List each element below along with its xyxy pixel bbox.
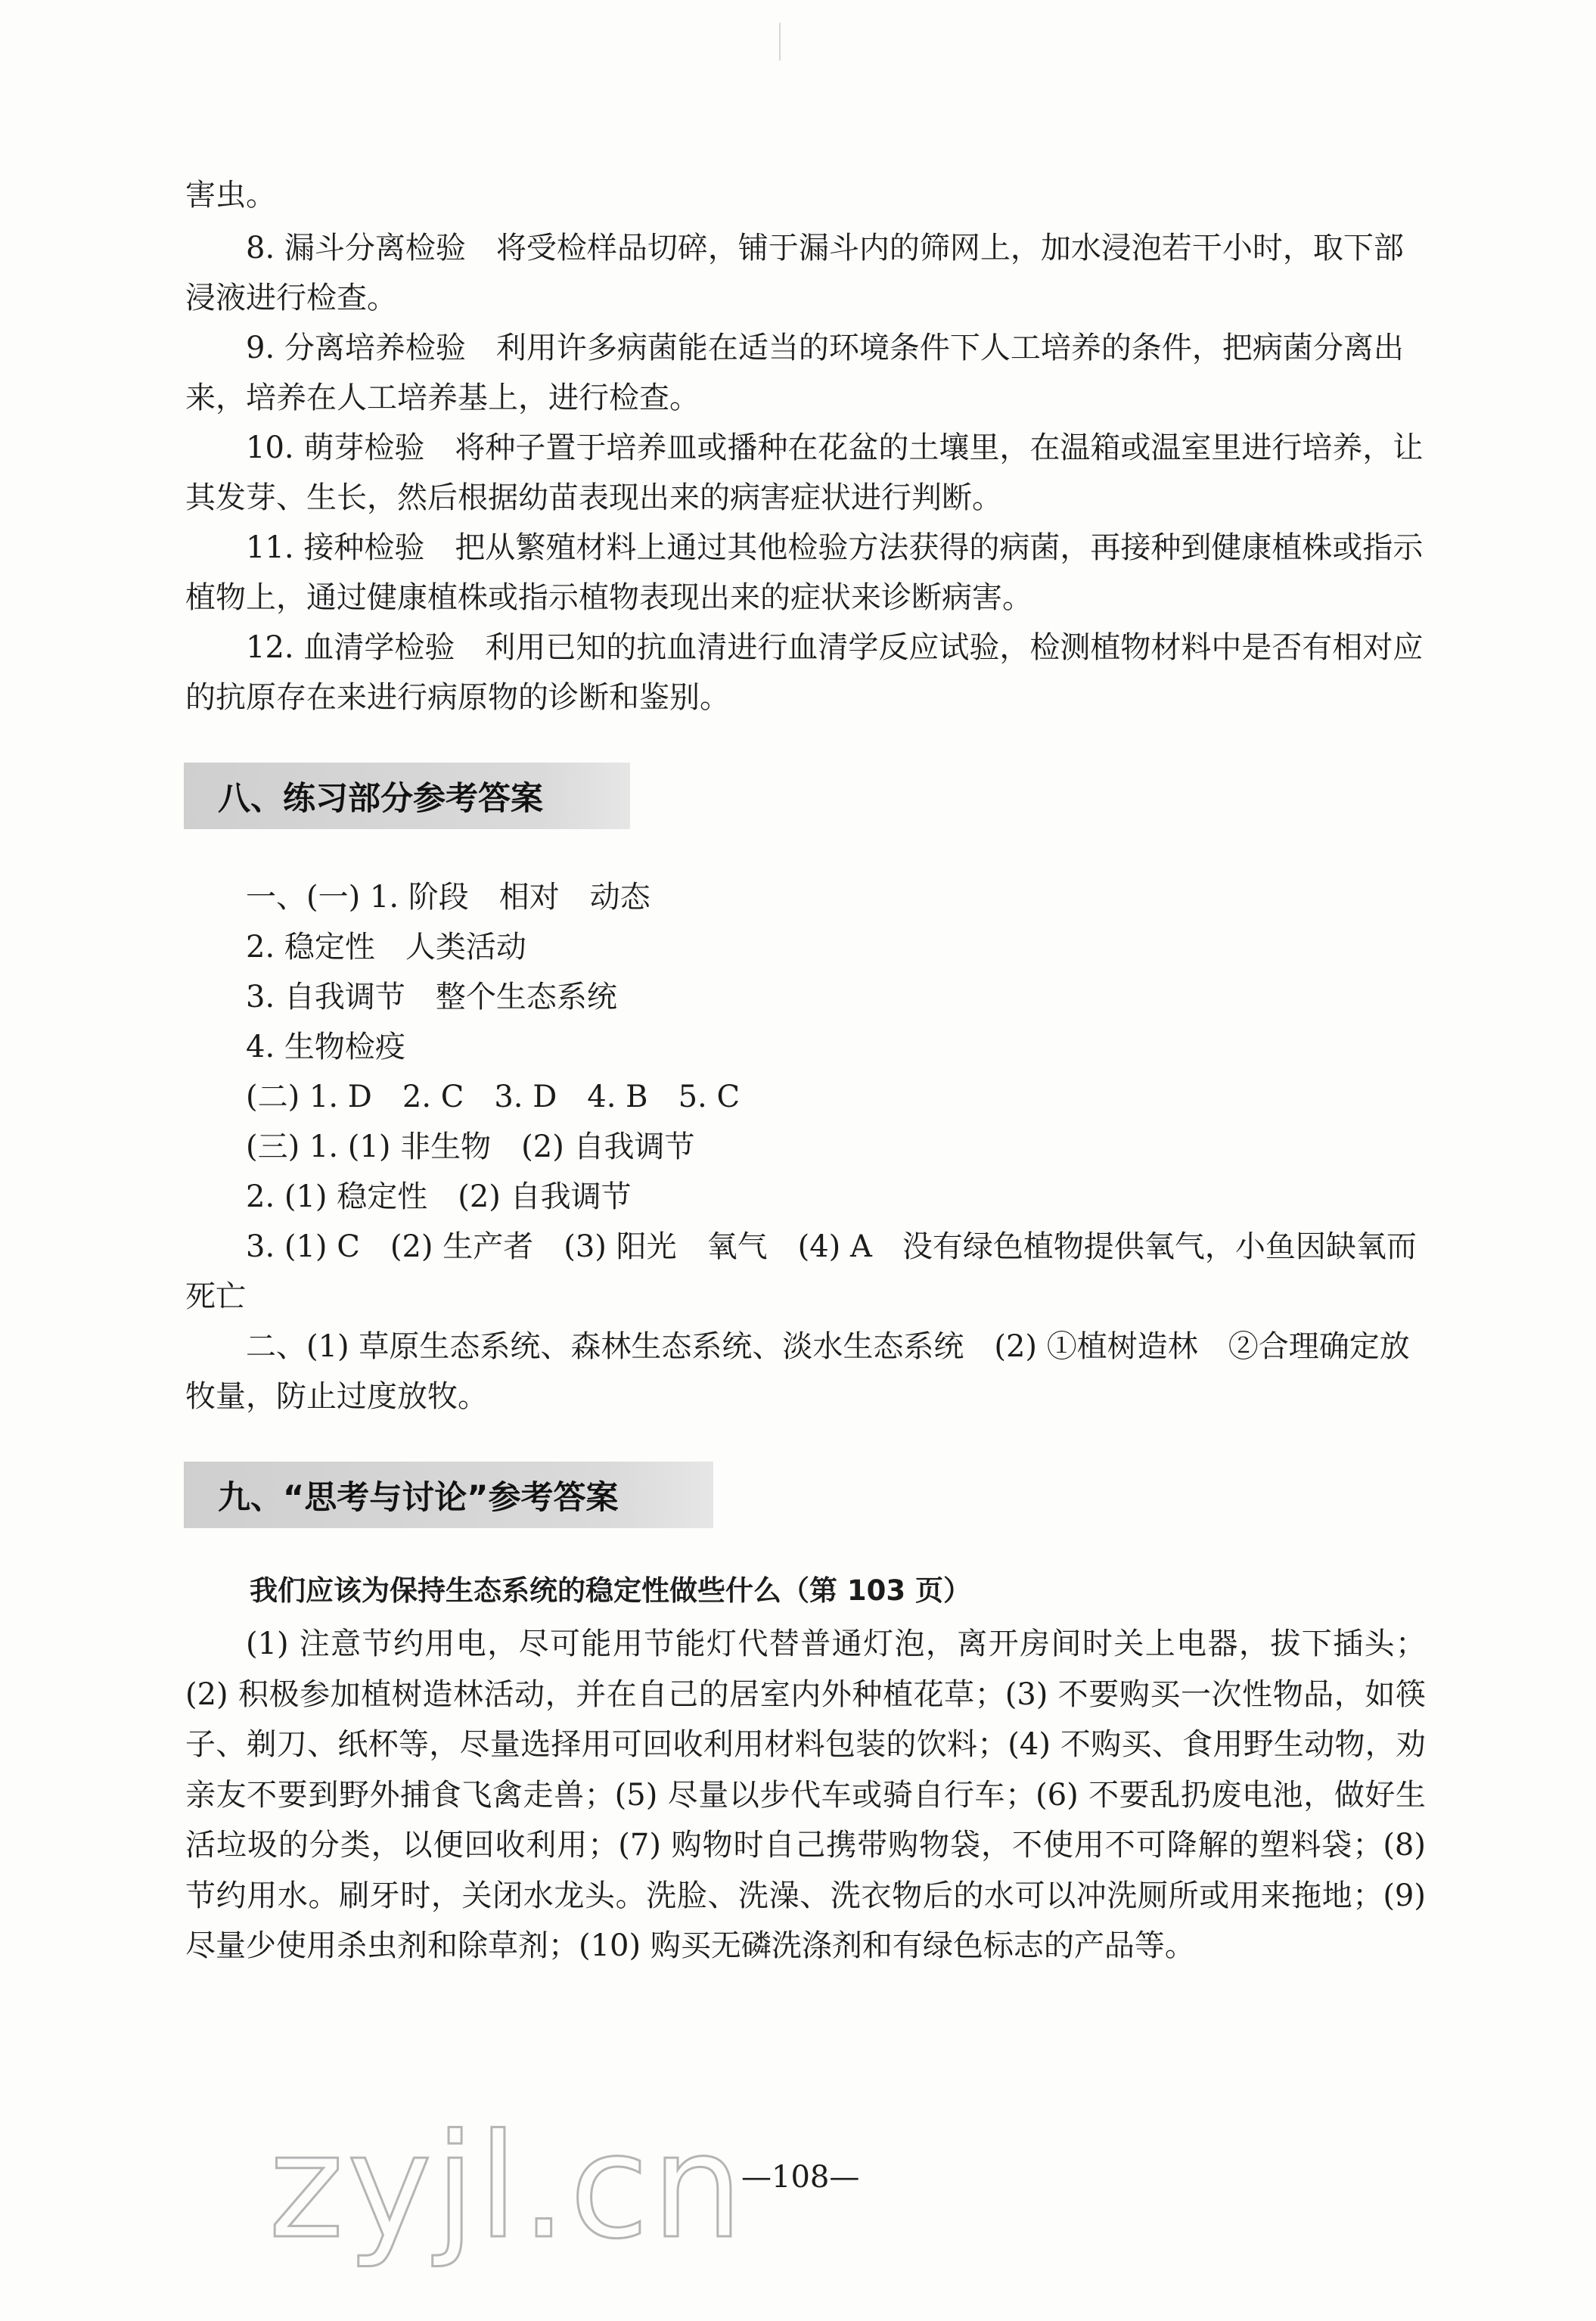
answer-line: 2. (1) 稳定性 (2) 自我调节 — [246, 1179, 632, 1214]
section-9-heading — [184, 1462, 713, 1528]
answer-paragraph: 3. (1) C (2) 生产者 (3) 阳光 氧气 (4) A 没有绿色植物提供氧气，小鱼因缺氧而死亡 — [185, 1229, 1417, 1314]
section-8-title: 八、练习部分参考答案 — [218, 779, 543, 818]
discussion-question: 我们应该为保持生态系统的稳定性做些什么（第 103 页） — [250, 1574, 971, 1607]
page-number: —108— — [741, 2160, 860, 2195]
paragraph-item-10: 10. 萌芽检验 将种子置于培养皿或播种在花盆的土壤里，在温箱或温室里进行培养，让其发芽、生长，然后根据幼苗表现出来的病害症状进行判断。 — [185, 430, 1424, 515]
watermark-logo: zyjl.cn — [269, 2103, 747, 2270]
answer-paragraph: 二、(1) 草原生态系统、森林生态系统、淡水生态系统 (2) ①植树造林 ②合理确定放牧量，防止过度放牧。 — [185, 1329, 1410, 1414]
section-9-title: 九、“思考与讨论”参考答案 — [218, 1478, 619, 1517]
answer-line: 4. 生物检疫 — [246, 1030, 405, 1064]
paragraph-item-9: 9. 分离培养检验 利用许多病菌能在适当的环境条件下人工培养的条件，把病菌分离出来，培养在人工培养基上，进行检查。 — [185, 331, 1404, 415]
answer-line: 一、(一) 1. 阶段 相对 动态 — [246, 880, 651, 915]
discussion-answer: (1) 注意节约用电，尽可能用节能灯代替普通灯泡，离开房间时关上电器，拔下插头；(2) 积极参加植树造林活动，并在自己的居室内外种植花草；(3) 不要购买一次性物品，如筷子、剃刀、纸杯等，尽量选择用可回收利用材料包装的饮料；(4) 不购买、食用野生动物，劝亲友不要到野外捕食飞禽走兽；(5) 尽量以步代车或骑自行车；(6) 不要乱扔废电池，做好生活垃圾的分类，以便回收利用；(7) 购物时自己携带购物袋，不使用不可降解的塑料袋；(8) 节约用水。刷牙时，关闭水龙头。洗脸、洗澡、洗衣物后的水可以冲洗厕所或用来拖地；(9) 尽量少使用杀虫剂和除草剂；(10) 购买无磷洗涤剂和有绿色标志的产品等。 — [185, 1627, 1426, 1963]
page-fold-line — [779, 23, 781, 61]
answer-line: 3. 自我调节 整个生态系统 — [246, 980, 617, 1014]
paragraph-item-11: 11. 接种检验 把从繁殖材料上通过其他检验方法获得的病菌，再接种到健康植株或指示植物上，通过健康植株或指示植物表现出来的症状来诊断病害。 — [185, 530, 1424, 615]
paragraph-item-8: 8. 漏斗分离检验 将受检样品切碎，铺于漏斗内的筛网上，加水浸泡若干小时，取下部浸液进行检查。 — [185, 231, 1404, 315]
answer-line: (三) 1. (1) 非生物 (2) 自我调节 — [246, 1129, 695, 1164]
paragraph-continuation: 害虫。 — [185, 178, 276, 213]
section-8-heading — [184, 763, 630, 829]
answer-line: 2. 稳定性 人类活动 — [246, 930, 526, 965]
answer-line: (二) 1. D 2. C 3. D 4. B 5. C — [246, 1080, 741, 1114]
paragraph-item-12: 12. 血清学检验 利用已知的抗血清进行血清学反应试验，检测植物材料中是否有相对应的抗原存在来进行病原物的诊断和鉴别。 — [185, 630, 1424, 715]
